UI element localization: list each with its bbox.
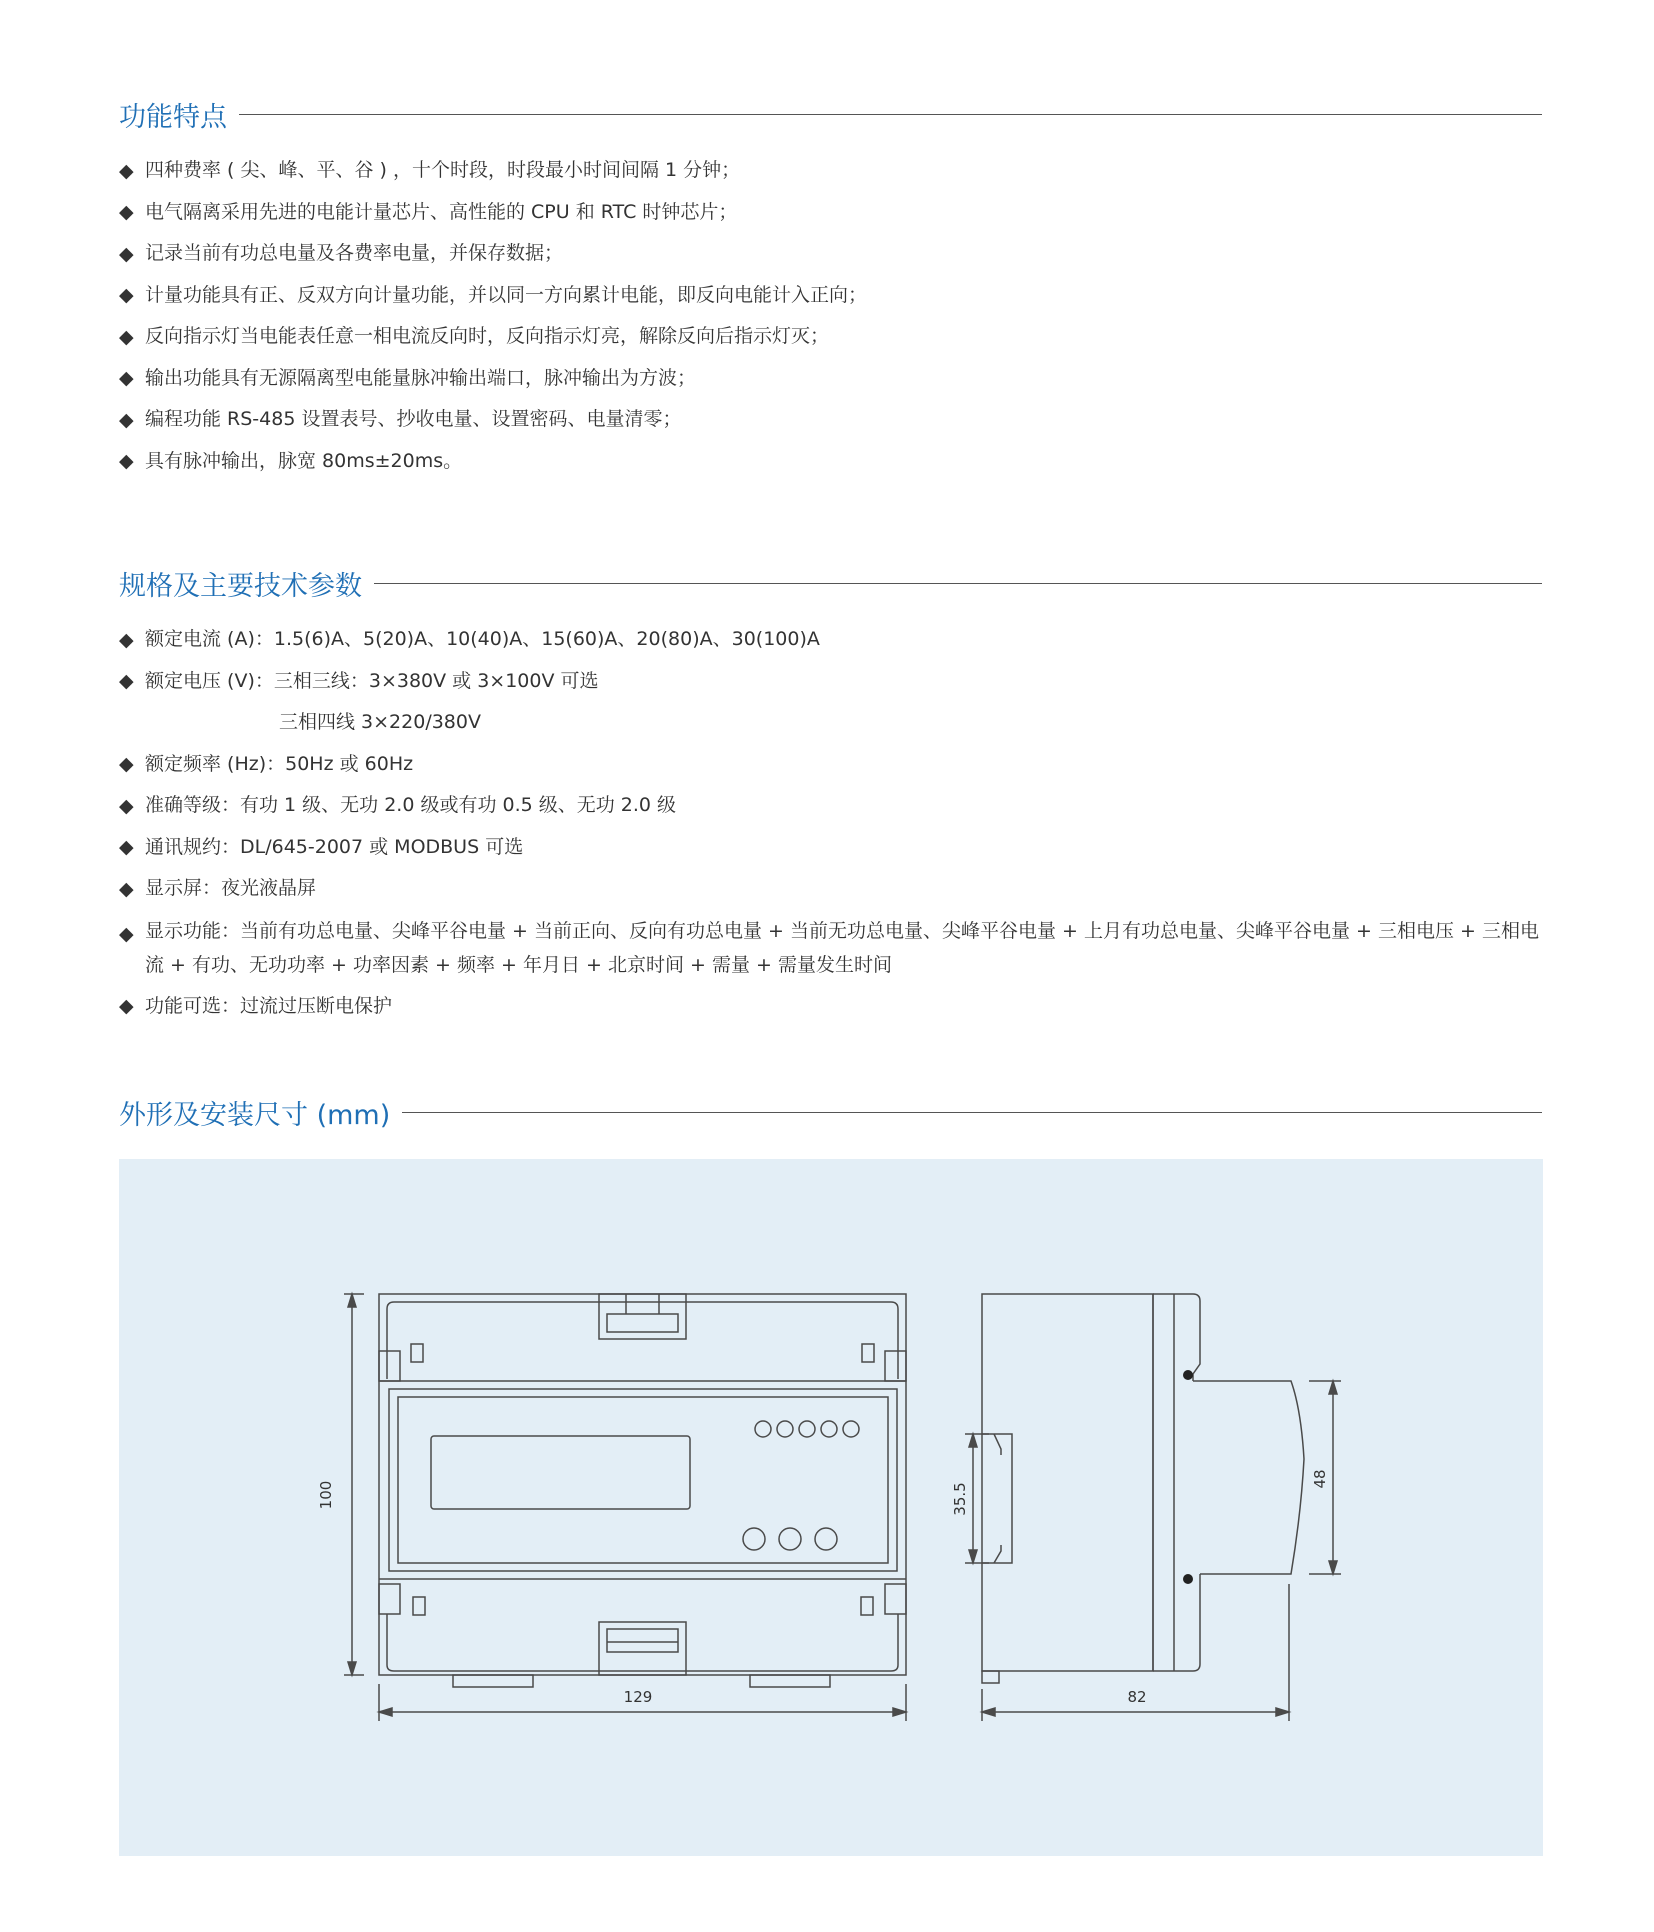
bullet-diamond-icon: ◆ [119, 408, 134, 431]
dimensions-header [119, 1092, 1542, 1132]
feature-item: ◆ 具有脉冲输出，脉宽 80ms±20ms。 [119, 449, 463, 473]
bullet-diamond-icon: ◆ [119, 450, 134, 473]
side-rail-hook [994, 1434, 1001, 1455]
dim-arrow [893, 1708, 906, 1716]
side-rail-clip [982, 1434, 1012, 1563]
spec-item-continuation: 三相四线 3×220/380V [279, 711, 481, 733]
spec-item: ◆ 额定电压 (V)：三相三线：3×380V 或 3×100V 可选 [119, 669, 599, 693]
spec-item: ◆ 准确等级：有功 1 级、无功 2.0 级或有功 0.5 级、无功 2.0 级 [119, 794, 677, 817]
side-body [982, 1294, 1153, 1671]
specs-rule [374, 583, 1542, 584]
bullet-diamond-icon: ◆ [119, 325, 134, 348]
side-front-bottom [1153, 1574, 1200, 1671]
dimensions-rule [402, 1112, 1542, 1113]
specs-header [119, 563, 1542, 603]
spec-item: ◆ 额定频率 (Hz)：50Hz 或 60Hz [119, 752, 414, 776]
feature-item: ◆ 计量功能具有正、反双方向计量功能，并以同一方向累计电能，即反向电能计入正向； [119, 283, 868, 307]
front-tab [379, 1351, 400, 1381]
side-rail-hook [994, 1545, 1001, 1563]
button-circle-icon [779, 1528, 801, 1550]
bullet-diamond-icon: ◆ [119, 877, 134, 900]
front-slot [411, 1344, 423, 1362]
features-header [119, 94, 1542, 134]
bullet-diamond-icon: ◆ [119, 284, 134, 307]
indicator-led-icon [777, 1421, 793, 1437]
feature-item: ◆ 输出功能具有无源隔离型电能量脉冲输出端口，脉冲输出为方波； [119, 366, 697, 390]
side-view [951, 1294, 1341, 1721]
indicator-led-icon [799, 1421, 815, 1437]
features-title: 功能特点 [119, 101, 227, 133]
bullet-diamond-icon: ◆ [119, 753, 134, 776]
spec-item: ◆ 通讯规约：DL/645-2007 或 MODBUS 可选 [119, 835, 524, 859]
front-width-label: 129 [623, 1688, 653, 1706]
feature-item: ◆ 电气隔离采用先进的电能计量芯片、高性能的 CPU 和 RTC 时钟芯片； [119, 200, 738, 224]
front-slot [862, 1344, 874, 1362]
dim-arrow [1329, 1561, 1337, 1574]
side-front-top [1153, 1294, 1200, 1381]
dimension-drawing [119, 1159, 1543, 1856]
side-rail-label: 35.5 [951, 1482, 969, 1516]
dim-arrow [982, 1708, 995, 1716]
specs-title: 规格及主要技术参数 [119, 570, 362, 602]
dim-arrow [969, 1434, 977, 1447]
front-view [317, 1294, 906, 1721]
bullet-diamond-icon: ◆ [119, 159, 134, 182]
mount-dot-icon [1183, 1574, 1193, 1584]
mount-dot-icon [1183, 1370, 1193, 1380]
spec-item: ◆ 功能可选：过流过压断电保护 [119, 994, 393, 1018]
feature-item: ◆ 编程功能 RS-485 设置表号、抄收电量、设置密码、电量清零； [119, 408, 682, 431]
dimensions-title: 外形及安装尺寸 (mm) [119, 1099, 391, 1131]
front-height-label: 100 [317, 1480, 335, 1510]
features-rule [239, 114, 1542, 115]
spec-item: ◆ 显示功能：当前有功总电量、尖峰平谷电量 + 当前正向、反向有功总电量 + 当前无功总电量、尖峰平谷电量 + 上月有功总电量、尖峰平谷电量 + 三相电压 + 三相电流 + 有功、无功功率 + 功率因素 + 频率 + 年月日 + 北京时间 + 需量 + 需量发生时间 [119, 919, 1539, 976]
bullet-diamond-icon: ◆ [119, 628, 134, 651]
specs-list [119, 619, 1542, 1027]
bullet-diamond-icon: ◆ [119, 922, 134, 945]
front-foot [750, 1675, 830, 1687]
feature-item: ◆ 四种费率 ( 尖、峰、平、谷 ) ，十个时段，时段最小时间间隔 1 分钟； [119, 159, 741, 182]
front-foot [453, 1675, 533, 1687]
front-tab [885, 1351, 906, 1381]
spec-item: ◆ 显示屏：夜光液晶屏 [119, 877, 317, 900]
bullet-diamond-icon: ◆ [119, 201, 134, 224]
front-display-frame [389, 1389, 897, 1571]
indicator-led-icon [755, 1421, 771, 1437]
front-outer-outline [379, 1294, 906, 1675]
button-circle-icon [743, 1528, 765, 1550]
front-bottom-clip [599, 1622, 686, 1675]
indicator-led-icon [843, 1421, 859, 1437]
dim-arrow [348, 1294, 356, 1307]
side-foot [982, 1671, 999, 1683]
front-slot [413, 1597, 425, 1615]
feature-item: ◆ 反向指示灯当电能表任意一相电流反向时，反向指示灯亮，解除反向后指示灯灭； [119, 325, 830, 348]
side-depth-label: 82 [1127, 1688, 1147, 1706]
front-tab [379, 1584, 400, 1614]
bullet-diamond-icon: ◆ [119, 670, 134, 693]
dim-arrow [348, 1662, 356, 1675]
dim-arrow [379, 1708, 392, 1716]
bullet-diamond-icon: ◆ [119, 995, 134, 1018]
dim-arrow [1329, 1381, 1337, 1394]
features-list [119, 150, 1542, 482]
front-tab [885, 1584, 906, 1614]
front-slot [861, 1597, 873, 1615]
dimension-drawing-panel [119, 1159, 1543, 1856]
button-circle-icon [815, 1528, 837, 1550]
side-step-label: 48 [1311, 1469, 1329, 1489]
spec-item: ◆ 额定电流 (A)：1.5(6)A、5(20)A、10(40)A、15(60)A、20(80)A、30(100)A [119, 628, 820, 651]
front-bottom-clip-inner [607, 1629, 678, 1652]
dim-arrow [1276, 1708, 1289, 1716]
indicator-led-icon [821, 1421, 837, 1437]
feature-item: ◆ 记录当前有功总电量及各费率电量，并保存数据； [119, 242, 564, 265]
front-top-clip-inner [607, 1314, 678, 1332]
dim-arrow [969, 1550, 977, 1563]
bullet-diamond-icon: ◆ [119, 794, 134, 817]
bullet-diamond-icon: ◆ [119, 242, 134, 265]
lcd-window [431, 1436, 690, 1509]
bullet-diamond-icon: ◆ [119, 367, 134, 390]
bullet-diamond-icon: ◆ [119, 836, 134, 859]
side-protrusion [1193, 1381, 1304, 1574]
